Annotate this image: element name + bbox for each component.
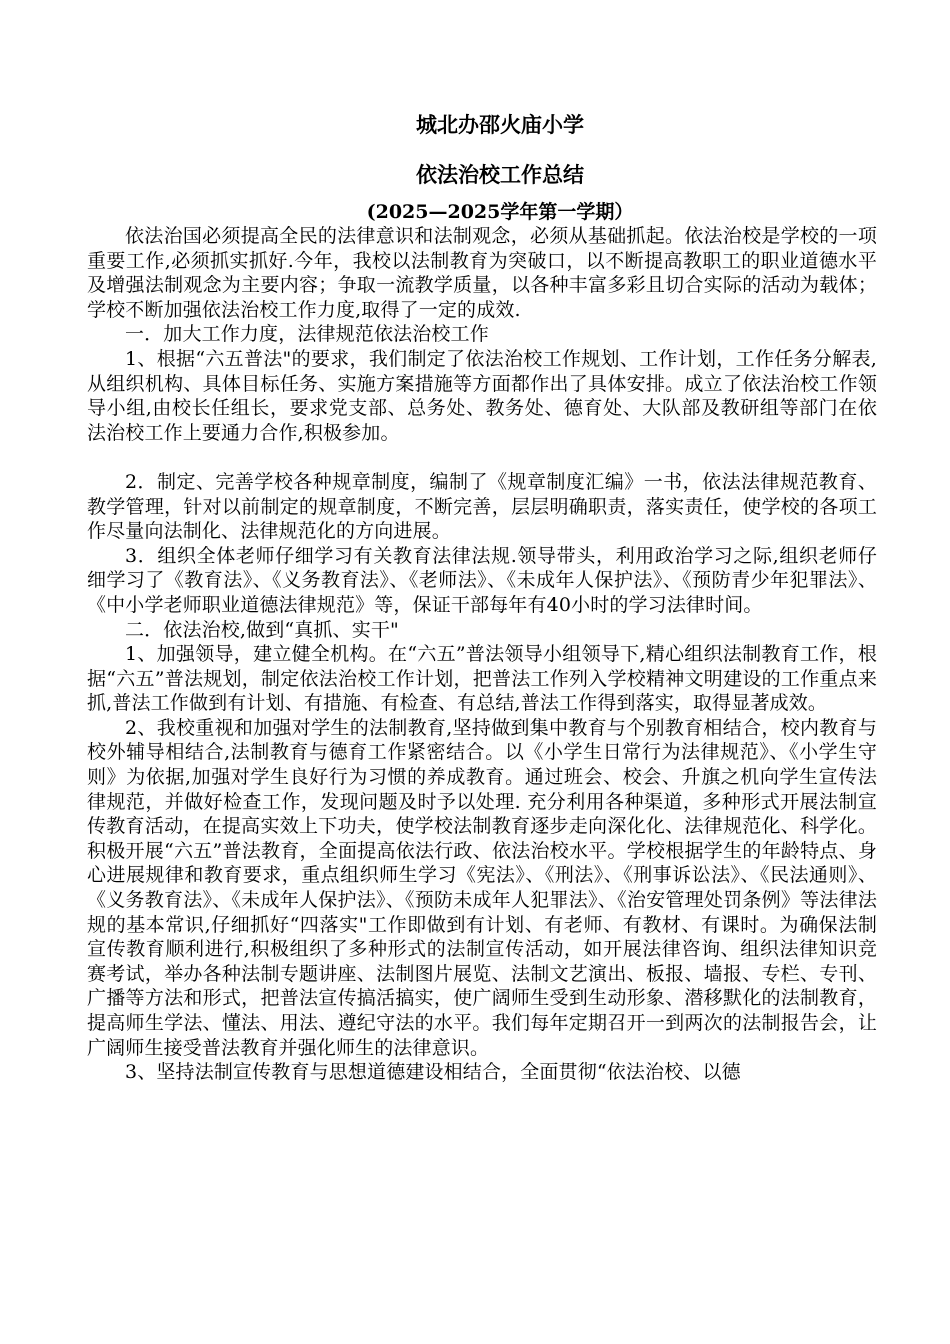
body-paragraph: 1、加强领导，建立健全机构。在“六五”普法领导小组领导下,精心组织法制教育工作，根据“六五”普法规划，制定依法治校工作计划，把普法工作列入学校精神文明建设的工作重点来抓,普法工作做到有计划、有措施、有检查、有总结,普法工作得到落实，取得显著成效。 [87,643,877,715]
body-paragraph: 3．组织全体老师仔细学习有关教育法律法规.领导带头，利用政治学习之际,组织老师仔细学习了《教育法》、《义务教育法》、《老师法》、《未成年人保护法》、《预防青少年犯罪法》、《中小学老师职业道德法律规范》等，保证干部每年有40小时的学习法律时间。 [87,544,877,616]
body-paragraph: 3、坚持法制宣传教育与思想道德建设相结合，全面贯彻“依法治校、以德 [125,1061,741,1084]
section-heading-2: 二．依法治校,做到“真抓、实干" [125,618,399,641]
document-title: 依法治校工作总结 [416,163,584,187]
document-body [87,224,877,1085]
school-name-heading: 城北办邵火庙小学 [416,113,584,137]
body-paragraph: 1、根据“六五普法"的要求，我们制定了依法治校工作规划、工作计划，工作任务分解表,从组织机构、具体目标任务、实施方案措施等方面都作出了具体安排。成立了依法治校工作领导小组,由校长任组长，要求党支部、总务处、教务处、德育处、大队部及教研组等部门在依法治校工作上要通力合作,积极参加。 [87,347,877,444]
intro-paragraph: 依法治国必须提高全民的法律意识和法制观念，必须从基础抓起。依法治校是学校的一项重要工作,必须抓实抓好.今年，我校以法制教育为突破口，以不断提高教职工的职业道德水平及增强法制观念为主要内容；争取一流教学质量，以各种丰富多彩且切合实际的活动为载体；学校不断加强依法治校工作力度,取得了一定的成效. [87,225,877,321]
body-paragraph: 2、我校重视和加强对学生的法制教育,坚持做到集中教育与个别教育相结合，校内教育与校外辅导相结合,法制教育与德育工作紧密结合。以《小学生日常行为法律规范》、《小学生守则》为依据,加强对学生良好行为习惯的养成教育。通过班会、校会、升旗之机向学生宣传法律规范，并做好检查工作，发现问题及时予以处理. 充分利用各种渠道，多种形式开展法制宣传教育活动，在提高实效上下功夫，使学校法制教育逐步走向深化化、法律规范化、科学化。积极开展“六五”普法教育，全面提高依法行政、依法治校水平。学校根据学生的年龄特点、身心进展规律和教育要求，重点组织师生学习《宪法》、《刑法》、《刑事诉讼法》、《民法通则》、《义务教育法》、《未成年人保护法》、《预防未成年人犯罪法》、《治安管理处罚条例》等法律法规的基本常识,仔细抓好“四落实"工作即做到有计划、有老师、有教材、有课时。为确保法制宣传教育顺利进行,积极组织了多种形式的法制宣传活动，如开展法律咨询、组织法律知识竞赛考试，举办各种法制专题讲座、法制图片展览、法制文艺演出、板报、墙报、专栏、专刊、广播等方法和形式，把普法宣传搞活搞实，使广阔师生受到生动形象、潜移默化的法制教育，提高师生学法、懂法、用法、遵纪守法的水平。我们每年定期召开一到两次的法制报告会，让广阔师生接受普法教育并强化师生的法律意识。 [87,716,877,1059]
body-paragraph: 2．制定、完善学校各种规章制度，编制了《规章制度汇编》一书，依法法律规范教育、教学管理，针对以前制定的规章制度，不断完善，层层明确职责，落实责任，使学校的各项工作尽量向法制化、法律规范化的方向进展。 [87,470,877,543]
section-heading-1: 一．加大工作力度，法律规范依法治校工作 [125,323,489,346]
term-subtitle: (2025—2025学年第一学期） [366,201,634,223]
